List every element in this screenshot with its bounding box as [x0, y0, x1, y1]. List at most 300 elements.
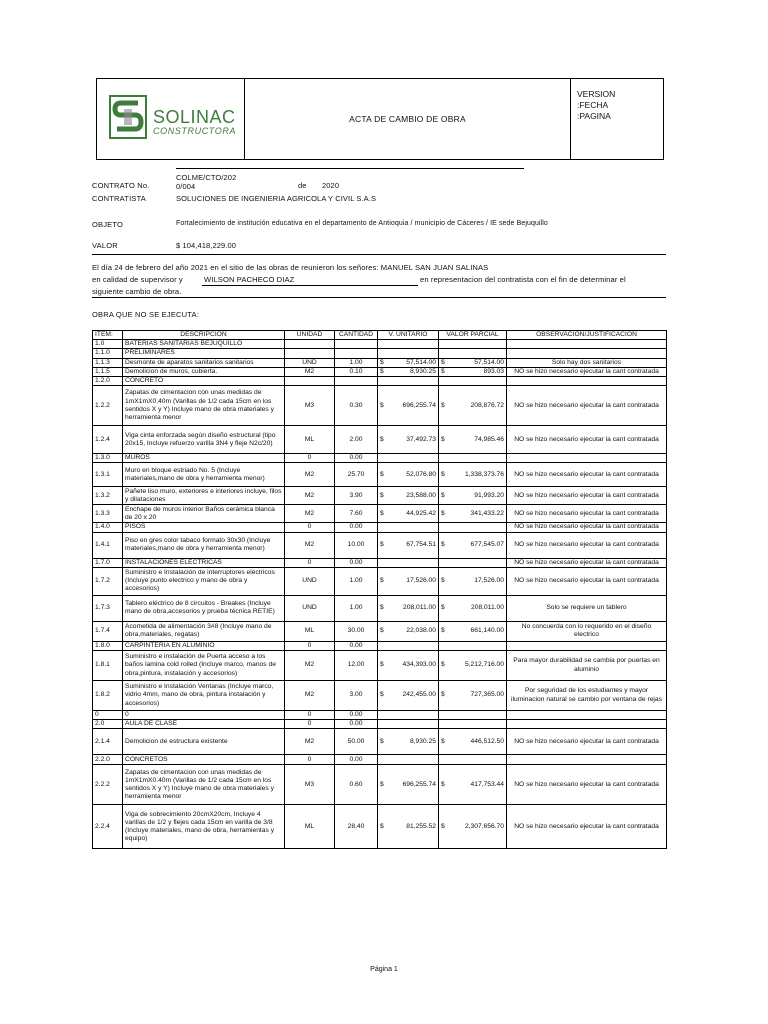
- table-row: [93, 765, 667, 805]
- unit-price-cell: [378, 426, 439, 454]
- unit-price-cell: [378, 805, 439, 849]
- unit-cell: 0: [285, 523, 335, 532]
- objeto-label: OBJETO: [92, 220, 124, 229]
- partial-value-cell: [439, 505, 507, 523]
- quantity-cell: [335, 377, 378, 386]
- observation-cell: NO se hizo necesario ejecutar la cant contratada: [507, 505, 667, 523]
- amount: 696,255.74: [402, 401, 436, 409]
- quantity-cell: 3.00: [335, 681, 378, 711]
- unit-price-cell: [378, 558, 439, 567]
- currency-symbol: $: [441, 661, 445, 669]
- currency-symbol: $: [380, 627, 384, 635]
- table-row: [93, 755, 667, 765]
- fecha-label: :FECHA: [577, 100, 609, 110]
- observation-cell: NO se hizo necesario ejecutar la cant contratada: [507, 426, 667, 454]
- column-header: CANTIDAD: [335, 331, 378, 340]
- currency-symbol: $: [380, 470, 384, 478]
- observation-cell: NO se hizo necesario ejecutar la cant contratada: [507, 386, 667, 426]
- unit-price-cell: [378, 487, 439, 505]
- description-cell: AULA DE CLASE: [123, 720, 285, 729]
- objeto-value: Fortalecimiento de institución educativa en el departamento de Antioquia / municipio de Cáceres / IE sede Bejuquillo: [176, 220, 548, 227]
- amount: 74,985.46: [474, 435, 504, 443]
- table-row: [93, 426, 667, 454]
- amount: 37,492.73: [406, 435, 436, 443]
- currency-symbol: $: [441, 604, 445, 612]
- description-cell: PRELIMINARES: [123, 349, 285, 358]
- observation-cell: [507, 349, 667, 358]
- unit-cell: ML: [285, 426, 335, 454]
- observation-cell: [507, 340, 667, 349]
- partial-value-cell: [439, 681, 507, 711]
- unit-cell: M2: [285, 681, 335, 711]
- description-cell: PISOS: [123, 523, 285, 532]
- amount: 696,255.74: [402, 780, 436, 788]
- observation-cell: NO se hizo necesario ejecutar la cant contratada: [507, 367, 667, 376]
- partial-value-cell: [439, 532, 507, 558]
- quantity-cell: 3.90: [335, 487, 378, 505]
- unit-price-cell: [378, 454, 439, 463]
- currency-symbol: $: [380, 541, 384, 549]
- description-cell: Suministro e Instalación Ventanas (Incluye marco, vidrio 4mm, mano de obra, pintura instalación y accesorios): [123, 681, 285, 711]
- amount: 52,076.80: [406, 470, 436, 478]
- table-row: [93, 621, 667, 641]
- description-cell: Pañete liso muro, exteriores e interiores incluye, filos y dilataciones: [123, 487, 285, 505]
- underline: [202, 285, 418, 286]
- unit-cell: UND: [285, 595, 335, 621]
- item-cell: 1.4.1: [93, 532, 123, 558]
- description-cell: Tablero eléctrico de 8 circuitos - Breakes (Incluye mano de obra,accesorios y prueba técnica RETIE): [123, 595, 285, 621]
- unit-cell: M2: [285, 487, 335, 505]
- currency-symbol: $: [380, 491, 384, 499]
- amount: 446,512.50: [470, 737, 504, 745]
- currency-symbol: $: [380, 737, 384, 745]
- unit-price-cell: [378, 358, 439, 367]
- amount: 17,526.00: [474, 577, 504, 585]
- amount: 57,514.00: [474, 358, 504, 366]
- observation-cell: NO se hizo necesario ejecutar la cant contratada: [507, 463, 667, 487]
- table-row: [93, 729, 667, 755]
- logo-s-icon: [109, 95, 147, 139]
- amount: 341,433.22: [470, 509, 504, 517]
- observation-cell: NO se hizo necesario ejecutar la cant contratada: [507, 805, 667, 849]
- partial-value-cell: [439, 349, 507, 358]
- table-row: [93, 487, 667, 505]
- quantity-cell: 0.60: [335, 765, 378, 805]
- amount: 208,876.72: [470, 401, 504, 409]
- partial-value-cell: [439, 358, 507, 367]
- currency-symbol: $: [380, 661, 384, 669]
- item-cell: 1.2.4: [93, 426, 123, 454]
- unit-price-cell: [378, 377, 439, 386]
- unit-cell: ML: [285, 805, 335, 849]
- currency-symbol: $: [380, 509, 384, 517]
- unit-price-cell: [378, 386, 439, 426]
- item-cell: 1.1.5: [93, 367, 123, 376]
- partial-value-cell: [439, 463, 507, 487]
- unit-cell: UND: [285, 567, 335, 595]
- currency-symbol: $: [441, 470, 445, 478]
- description-cell: Viga cinta enforzada según diseño estructural (tipo 20x15, Incluye refuerzo varilla 3N4 y fleje N2c/20): [123, 426, 285, 454]
- logo-cell: [97, 79, 245, 159]
- item-cell: 1.1.3: [93, 358, 123, 367]
- amount: 91,993.20: [474, 491, 504, 499]
- partial-value-cell: [439, 386, 507, 426]
- quantity-cell: 2.00: [335, 426, 378, 454]
- quantity-cell: 50.00: [335, 729, 378, 755]
- observation-cell: [507, 720, 667, 729]
- description-cell: CONCRETOS: [123, 755, 285, 765]
- unit-price-cell: [378, 755, 439, 765]
- amount: 727,365.00: [470, 691, 504, 699]
- currency-symbol: $: [380, 401, 384, 409]
- unit-price-cell: [378, 340, 439, 349]
- amount: 67,754.51: [406, 541, 436, 549]
- table-row: [93, 367, 667, 376]
- unit-cell: M2: [285, 505, 335, 523]
- unit-cell: M2: [285, 367, 335, 376]
- unit-cell: ML: [285, 621, 335, 641]
- table-row: [93, 641, 667, 650]
- partial-value-cell: [439, 641, 507, 650]
- intro-line-2a: en calidad de supervisor y: [92, 275, 183, 284]
- item-cell: 1.2.2: [93, 386, 123, 426]
- unit-cell: [285, 340, 335, 349]
- unit-price-cell: [378, 720, 439, 729]
- section-title: OBRA QUE NO SE EJECUTA:: [92, 310, 199, 319]
- amount: 2,307,656.70: [464, 822, 504, 830]
- item-cell: 2.1.4: [93, 729, 123, 755]
- unit-price-cell: [378, 621, 439, 641]
- unit-cell: [285, 377, 335, 386]
- observation-cell: [507, 377, 667, 386]
- table-row: [93, 595, 667, 621]
- quantity-cell: 10.00: [335, 532, 378, 558]
- partial-value-cell: [439, 558, 507, 567]
- item-cell: 1.8.0: [93, 641, 123, 650]
- amount: 44,925.42: [406, 509, 436, 517]
- unit-price-cell: [378, 463, 439, 487]
- description-cell: Enchape de muros interior Baños cerámica blanca de 20 x 20: [123, 505, 285, 523]
- amount: 1,338,373.76: [464, 470, 504, 478]
- unit-price-cell: [378, 567, 439, 595]
- observation-cell: NO se hizo necesario ejecutar la cant contratada: [507, 567, 667, 595]
- observation-cell: Solo hay dos sanitarios: [507, 358, 667, 367]
- intro-line-1: El día 24 de febrero del año 2021 en el sitio de las obras de reunieron los señores: MANUEL SAN JUAN SALINAS: [92, 263, 489, 272]
- amount: 417,753.44: [470, 780, 504, 788]
- observation-cell: Solo se requiere un tablero: [507, 595, 667, 621]
- logo-subtitle: CONSTRUCTORA: [153, 126, 237, 136]
- unit-price-cell: [378, 523, 439, 532]
- description-cell: Zapatas de cimentacion con unas medidas de 1mX1mX0.40m (Varillas de 1/2 cada 15cm en los sentidos X y Y) Incluye mano de obra materiales y herramienta menor: [123, 386, 285, 426]
- unit-cell: M3: [285, 765, 335, 805]
- partial-value-cell: [439, 651, 507, 681]
- description-cell: Muro en bloque estriado No. 5 (Incluye materiales,mano de obra y herramienta menor): [123, 463, 285, 487]
- description-cell: Viga de sobrecimiento 20cmX20cm, Incluye 4 varillas de 1/2 y flejes cada 15cm en varilla de 3/8 (Incluye materiales, mano de obra, herramientas y equipo): [123, 805, 285, 849]
- partial-value-cell: [439, 765, 507, 805]
- unit-cell: 0: [285, 641, 335, 650]
- unit-cell: M3: [285, 386, 335, 426]
- currency-symbol: $: [441, 491, 445, 499]
- item-cell: 2.2.4: [93, 805, 123, 849]
- quantity-cell: 0.00: [335, 523, 378, 532]
- quantity-cell: 0.00: [335, 641, 378, 650]
- amount: 23,588.00: [406, 491, 436, 499]
- unit-cell: M2: [285, 532, 335, 558]
- quantity-cell: 0.00: [335, 711, 378, 720]
- partial-value-cell: [439, 755, 507, 765]
- amount: 661,140.00: [470, 627, 504, 635]
- currency-symbol: $: [441, 401, 445, 409]
- quantity-cell: 0.30: [335, 386, 378, 426]
- currency-symbol: $: [441, 577, 445, 585]
- description-cell: MUROS: [123, 454, 285, 463]
- unit-cell: [285, 349, 335, 358]
- table-row: [93, 711, 667, 720]
- item-cell: 0: [93, 711, 123, 720]
- separator-line: [176, 168, 524, 169]
- contract-de: de: [298, 181, 307, 190]
- partial-value-cell: [439, 426, 507, 454]
- currency-symbol: $: [380, 780, 384, 788]
- currency-symbol: $: [380, 822, 384, 830]
- quantity-cell: 1.00: [335, 358, 378, 367]
- page-footer: Página 1: [370, 966, 398, 973]
- separator-line: [92, 254, 666, 255]
- currency-symbol: $: [441, 737, 445, 745]
- quantity-cell: 0.00: [335, 720, 378, 729]
- description-cell: Desmonte de aparatos sanitarios sanitarios: [123, 358, 285, 367]
- contract-year: 2020: [322, 181, 340, 190]
- item-cell: 1.2.0: [93, 377, 123, 386]
- table-header-row: [93, 331, 667, 340]
- separator-line: [92, 297, 666, 298]
- observation-cell: [507, 454, 667, 463]
- item-cell: 1.7.3: [93, 595, 123, 621]
- unit-cell: 0: [285, 720, 335, 729]
- unit-cell: M2: [285, 463, 335, 487]
- partial-value-cell: [439, 523, 507, 532]
- amount: 81,255.52: [406, 822, 436, 830]
- quantity-cell: [335, 349, 378, 358]
- description-cell: Demolicion de estructura existente: [123, 729, 285, 755]
- pagina-label: :PAGINA: [577, 111, 611, 121]
- unit-price-cell: [378, 595, 439, 621]
- description-cell: Suministro e Instalación de interruptores eléctricos (Incluye punto electrico y mano de obra y accesorios): [123, 567, 285, 595]
- partial-value-cell: [439, 805, 507, 849]
- valor-label: VALOR: [92, 241, 118, 250]
- table-row: [93, 377, 667, 386]
- quantity-cell: 12.00: [335, 651, 378, 681]
- table-row: [93, 463, 667, 487]
- currency-symbol: $: [441, 541, 445, 549]
- partial-value-cell: [439, 367, 507, 376]
- logo-name: SOLINAC: [153, 107, 236, 127]
- partial-value-cell: [439, 567, 507, 595]
- quantity-cell: 25.70: [335, 463, 378, 487]
- unit-price-cell: [378, 711, 439, 720]
- amount: 242,455.00: [402, 691, 436, 699]
- unit-price-cell: [378, 651, 439, 681]
- quantity-cell: 0.00: [335, 454, 378, 463]
- work-items-table: [92, 330, 667, 849]
- table-row: [93, 651, 667, 681]
- version-label: VERSION: [577, 89, 616, 99]
- table-row: [93, 681, 667, 711]
- partial-value-cell: [439, 454, 507, 463]
- description-cell: BATERIAS SANITARIAS BEJUQUILLO: [123, 340, 285, 349]
- contract-number-1: COLME/CTO/202: [176, 173, 237, 182]
- intro-line-2c: en representacion del contratista con el fin de determinar el: [420, 275, 626, 284]
- table-row: [93, 532, 667, 558]
- column-header: UNIDAD: [285, 331, 335, 340]
- table-row: [93, 340, 667, 349]
- column-header: ITEM:: [93, 331, 123, 340]
- observation-cell: Para mayor durabilidad se cambia por puertas en aluminio: [507, 651, 667, 681]
- amount: 434,393.00: [402, 661, 436, 669]
- item-cell: 1.3.1: [93, 463, 123, 487]
- observation-cell: NO se hizo necesario ejecutar la cant contratada: [507, 765, 667, 805]
- currency-symbol: $: [441, 367, 445, 375]
- item-cell: 1.3.3: [93, 505, 123, 523]
- partial-value-cell: [439, 729, 507, 755]
- observation-cell: NO se hizo necesario ejecutar la cant contratada: [507, 532, 667, 558]
- currency-symbol: $: [380, 358, 384, 366]
- table-row: [93, 505, 667, 523]
- currency-symbol: $: [441, 691, 445, 699]
- column-header: OBSERVACION/JUSTIFICACION: [507, 331, 667, 340]
- item-cell: 1.7.4: [93, 621, 123, 641]
- partial-value-cell: [439, 487, 507, 505]
- partial-value-cell: [439, 621, 507, 641]
- currency-symbol: $: [380, 435, 384, 443]
- table-row: [93, 523, 667, 532]
- unit-cell: 0: [285, 558, 335, 567]
- valor-value: $ 104,418,229.00: [176, 241, 236, 250]
- table-row: [93, 567, 667, 595]
- quantity-cell: 7.60: [335, 505, 378, 523]
- unit-price-cell: [378, 729, 439, 755]
- partial-value-cell: [439, 595, 507, 621]
- observation-cell: [507, 755, 667, 765]
- amount: 5,212,716.00: [464, 661, 504, 669]
- description-cell: Zapatas de cimentacion con unas medidas de 1mX1mX0.40m (Varillas de 1/2 cada 15cm en los sentidos X y Y) Incluye mano de obra materiales y herramienta menor: [123, 765, 285, 805]
- currency-symbol: $: [380, 691, 384, 699]
- unit-price-cell: [378, 349, 439, 358]
- supervisor-name: WILSON PACHECO DIAZ: [204, 275, 295, 284]
- contract-number-2: 0/004: [176, 182, 196, 191]
- item-cell: 1.8.1: [93, 651, 123, 681]
- currency-symbol: $: [380, 604, 384, 612]
- amount: 208,011.00: [403, 604, 436, 612]
- contratista-value: SOLUCIONES DE INGENIERIA AGRICOLA Y CIVIL S.A.S: [176, 194, 377, 203]
- table-row: [93, 358, 667, 367]
- partial-value-cell: [439, 377, 507, 386]
- item-cell: 1.8.2: [93, 681, 123, 711]
- observation-cell: NO se hizo necesario ejecutar la cant contratada: [507, 558, 667, 567]
- document-title: ACTA DE CAMBIO DE OBRA: [245, 79, 571, 159]
- unit-cell: 0: [285, 454, 335, 463]
- currency-symbol: $: [380, 577, 384, 585]
- quantity-cell: 1.00: [335, 567, 378, 595]
- contract-label: CONTRATO No.: [92, 181, 150, 190]
- observation-cell: NO se hizo necesario ejecutar la cant contratada: [507, 729, 667, 755]
- item-cell: 1.7.0: [93, 558, 123, 567]
- version-block: [571, 79, 663, 159]
- observation-cell: [507, 641, 667, 650]
- amount: 208,011.00: [471, 604, 504, 612]
- amount: 57,514.00: [406, 358, 436, 366]
- table-row: [93, 720, 667, 729]
- unit-cell: M2: [285, 651, 335, 681]
- item-cell: 1.7.2: [93, 567, 123, 595]
- table-row: [93, 386, 667, 426]
- currency-symbol: $: [441, 822, 445, 830]
- description-cell: 0: [123, 711, 285, 720]
- item-cell: 1.1.0: [93, 349, 123, 358]
- unit-price-cell: [378, 681, 439, 711]
- currency-symbol: $: [380, 367, 384, 375]
- amount: 893.03: [483, 367, 504, 375]
- unit-price-cell: [378, 532, 439, 558]
- amount: 8,930.25: [409, 367, 436, 375]
- observation-cell: No concuerda con lo requerido en el diseño electrico: [507, 621, 667, 641]
- intro-line-3: siguiente cambio de obra.: [92, 287, 182, 296]
- currency-symbol: $: [441, 358, 445, 366]
- currency-symbol: $: [441, 509, 445, 517]
- quantity-cell: 1.00: [335, 595, 378, 621]
- unit-cell: UND: [285, 358, 335, 367]
- unit-price-cell: [378, 505, 439, 523]
- quantity-cell: 28.40: [335, 805, 378, 849]
- document-header: [96, 78, 664, 160]
- currency-symbol: $: [441, 780, 445, 788]
- solinac-logo: [109, 95, 237, 141]
- description-cell: Acometida de alimentación 3#8 (Incluye mano de obra,materiales, regatas): [123, 621, 285, 641]
- partial-value-cell: [439, 720, 507, 729]
- item-cell: 2.2.0: [93, 755, 123, 765]
- observation-cell: [507, 711, 667, 720]
- unit-price-cell: [378, 367, 439, 376]
- quantity-cell: 30.00: [335, 621, 378, 641]
- column-header: DESCRIPCION: [123, 331, 285, 340]
- amount: 22,038.00: [406, 627, 436, 635]
- unit-cell: 0: [285, 711, 335, 720]
- observation-cell: NO se hizo necesario ejecutar la cant contratada: [507, 523, 667, 532]
- quantity-cell: 0.00: [335, 558, 378, 567]
- contratista-label: CONTRATISTA: [92, 194, 147, 203]
- amount: 677,545.07: [470, 541, 504, 549]
- partial-value-cell: [439, 340, 507, 349]
- quantity-cell: 0.10: [335, 367, 378, 376]
- quantity-cell: [335, 340, 378, 349]
- column-header: VALOR PARCIAL: [439, 331, 507, 340]
- description-cell: CARPINTERIA EN ALUMINIO: [123, 641, 285, 650]
- item-cell: 1.4.0: [93, 523, 123, 532]
- description-cell: Demolicion de muros, cubierta.: [123, 367, 285, 376]
- amount: 8,930.25: [409, 737, 436, 745]
- currency-symbol: $: [441, 627, 445, 635]
- item-cell: 2.0: [93, 720, 123, 729]
- partial-value-cell: [439, 711, 507, 720]
- table-row: [93, 558, 667, 567]
- unit-price-cell: [378, 641, 439, 650]
- description-cell: INSTALACIONES ELECTRICAS: [123, 558, 285, 567]
- amount: 17,526.00: [406, 577, 436, 585]
- item-cell: 1.3.2: [93, 487, 123, 505]
- column-header: V. UNITARIO: [378, 331, 439, 340]
- table-row: [93, 454, 667, 463]
- observation-cell: Por seguridad de los estudiantes y mayor iluminacion natural se cambio por ventana de rejas: [507, 681, 667, 711]
